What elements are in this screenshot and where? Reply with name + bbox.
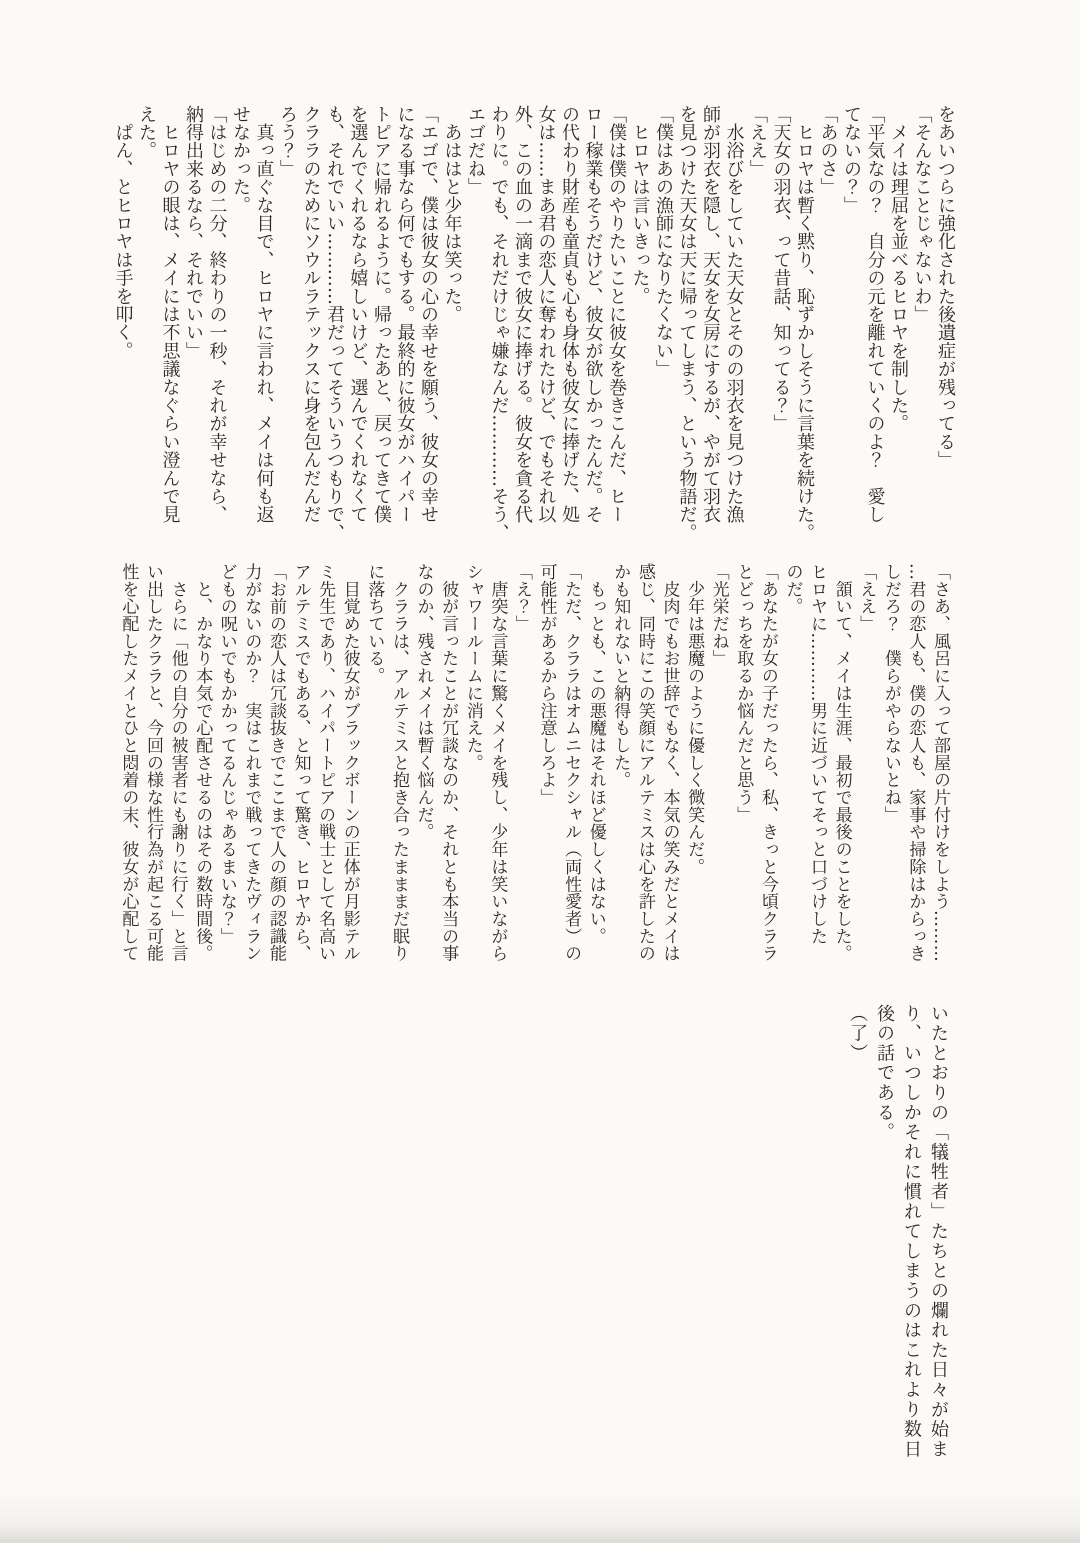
text-line: 師が羽衣を隠し、天女を女房にするが、やがて羽衣 xyxy=(700,105,721,524)
text-line: 外、この血の一滴まで彼女に捧げる。彼女を貪る代 xyxy=(512,105,533,524)
text-line: 力がないのか？ 実はこれまで戦ってきたヴィラン xyxy=(241,563,262,963)
text-line: エゴだね」 xyxy=(465,105,486,196)
text-line: ロー稼業もそうだけど、彼女が欲しかったんだ。そ xyxy=(582,105,604,524)
story-text-lower-block xyxy=(116,563,952,965)
text-line: も、それでいい…………君だってそういうつもりで、 xyxy=(324,105,345,542)
text-line: ろう？」 xyxy=(277,105,298,178)
text-line: 「そんなことじゃないわ」 xyxy=(911,105,933,324)
text-line: なのか、残されメイは暫く悩んだ。 xyxy=(413,563,434,841)
text-line: …君の恋人も、僕の恋人も、家事や掃除はからっき xyxy=(905,563,926,963)
text-line: わりに。でも、それだけじゃ嫌なんだ…………そう、 xyxy=(488,105,510,542)
text-line: をあいつらに強化された後遺症が残ってる」 xyxy=(935,105,956,469)
text-line: 「え？」 xyxy=(511,563,532,633)
text-line: に落ちている。 xyxy=(364,563,385,685)
text-line: もっとも、この悪魔はそれほど優しくはない。 xyxy=(585,563,606,945)
text-line: てないの？」 xyxy=(841,105,862,215)
text-line: 後の話である。 xyxy=(874,1004,895,1143)
text-line: かも知れないと納得もした。 xyxy=(610,563,631,789)
text-line: 水浴びをしていた天女とそのの羽衣を見つけた漁 xyxy=(723,105,745,524)
text-line: のだ。 xyxy=(782,563,803,616)
text-line: を見つけた天女は天に帰ってしまう、という物語だ。 xyxy=(676,105,698,542)
text-line: 「僕はあの漁師になりたくない」 xyxy=(653,105,674,378)
text-line: 「エゴで、僕は彼女の心の幸せを願う、彼女の幸せ xyxy=(418,105,439,524)
text-line: と、かなり本気で心配させるのはその数時間後。 xyxy=(192,563,213,963)
story-ending-block xyxy=(844,1004,952,1466)
text-line: 感じ、同時にこの笑顔にアルテミスは心を許したの xyxy=(634,563,655,963)
text-line: 納得出来るなら、それでいい」 xyxy=(183,105,204,360)
text-line: ヒロヤは暫く黙り、恥ずかしそうに言葉を続けた。 xyxy=(794,105,815,542)
text-line: 「僕は僕のやりたいことに彼女を巻きこんだ、ヒー xyxy=(606,105,627,524)
text-line: 「お前の恋人は冗談抜きでここまで人の顔の認識能 xyxy=(265,563,286,963)
text-line: 唐突な言葉に驚くメイを残し、少年は笑いながら xyxy=(487,563,508,963)
text-line: ヒロヤは言いきった。 xyxy=(629,105,651,306)
text-line: 目覚めた彼女がブラックボーンの正体が月影テル xyxy=(339,563,360,963)
text-line: せなかった。 xyxy=(230,105,251,215)
text-line: 「あなたが女の子だったら、私、きっと今頃クララ xyxy=(757,563,778,963)
text-line: どもの呪いでもかかってるんじゃあるまいな？」 xyxy=(216,563,237,945)
text-line: 女は……まあ君の恋人に奪われたけど、でもそれ以 xyxy=(535,105,557,524)
text-line: の代わり財産も童貞も心も身体も彼女に捧げた、処 xyxy=(559,105,580,524)
text-line: しだろ？ 僕らがやらないとね」 xyxy=(880,563,901,824)
text-line: 「平気なの？ 自分の元を離れていくのよ？ 愛し xyxy=(864,105,886,524)
text-line: 「ええ」 xyxy=(856,563,877,633)
text-line: ミ先生であり、ハイパートピアの戦士として名高い xyxy=(315,563,336,963)
text-line: になる事なら何でもする。最終的に彼女がハイパー xyxy=(394,105,416,524)
text-line: 「ただ、クララはオムニセクシャル（両性愛者）の xyxy=(561,563,582,963)
text-line: さらに「他の自分の被害者にも謝りに行く」と言 xyxy=(167,563,188,963)
text-line: 「ええ」 xyxy=(747,105,768,178)
text-line: とどっちを取るか悩んだと思う」 xyxy=(733,563,754,824)
text-line: シャワールームに消えた。 xyxy=(462,563,483,772)
text-line: いたとおりの「犠牲者」たちとの爛れた日々が始ま xyxy=(928,1004,949,1460)
text-line: メイは理屈を並べるヒロヤを制した。 xyxy=(888,105,909,433)
text-line: り、いつしかそれに慣れてしまうのはこれより数日 xyxy=(901,1004,922,1460)
story-ending-lines xyxy=(871,1004,952,1466)
text-line: 「あのさ」 xyxy=(817,105,839,196)
text-line: 真っ直ぐな目で、ヒロヤに言われ、メイは何も返 xyxy=(253,105,275,524)
text-line: 「さあ、風呂に入って部屋の片付けをしよう……… xyxy=(930,563,950,963)
text-line: ぱん、とヒロヤは手を叩く。 xyxy=(112,105,134,360)
text-line: えた。 xyxy=(136,105,157,160)
text-line: 「光栄だね」 xyxy=(708,563,729,668)
text-line: 皮肉でもお世辞でもなく、本気の笑みだとメイは xyxy=(659,563,680,963)
text-line: 「天女の羽衣、って昔話、知ってる？」 xyxy=(770,105,792,433)
text-line: トピアに帰れるように。帰ったあと、戻ってきて僕 xyxy=(371,105,392,524)
text-line: アルテミスでもある、と知って驚き、ヒロヤから、 xyxy=(290,563,311,963)
text-line: 頷いて、メイは生涯、最初で最後のことをした。 xyxy=(831,563,852,963)
text-line: 可能性があるから注意しろよ」 xyxy=(536,563,557,806)
text-line: 「はじめの二分、終わりの一秒、それが幸せなら、 xyxy=(206,105,228,524)
text-line: ヒロヤに…………男に近づいてそっと口づけした xyxy=(807,563,828,945)
text-line: 彼が言ったことが冗談なのか、それとも本当の事 xyxy=(438,563,459,963)
end-mark: （了） xyxy=(847,1004,868,1064)
text-line: 性を心配したメイとひと悶着の末、彼女が心配して xyxy=(118,563,139,963)
text-line: を選んでくれるなら嬉しいけど、選んでくれなくて xyxy=(347,105,369,524)
text-line: 少年は悪魔のように優しく微笑んだ。 xyxy=(684,563,705,876)
story-text-upper-block xyxy=(111,105,957,542)
text-line: い出したクララと、今回の様な性行為が起こる可能 xyxy=(143,563,163,963)
text-line: ヒロヤの眼は、メイには不思議なぐらい澄んで見 xyxy=(159,105,181,524)
text-line: クララは、アルテミスと抱き合ったまままだ眠り xyxy=(388,563,409,963)
text-line: あははと少年は笑った。 xyxy=(441,105,463,324)
text-line: クララのためにソウルラテックスに身を包んだんだ xyxy=(300,105,322,524)
